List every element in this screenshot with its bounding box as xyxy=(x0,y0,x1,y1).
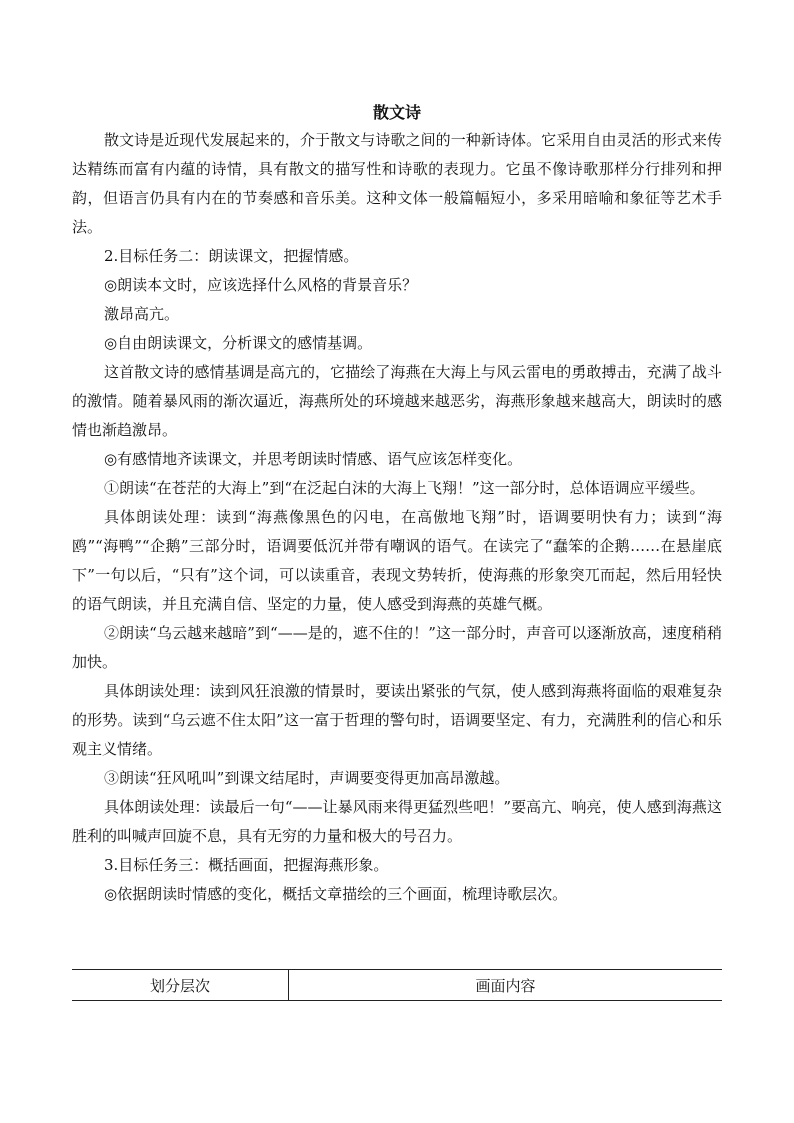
paragraph-answer-music: 激昂高亢。 xyxy=(104,305,180,323)
paragraph-prose-poem-definition: 散文诗是近现代发展起来的，介于散文与诗歌之间的一种新诗体。它采用自由灵活的形式来传达精练而富有内蕴的诗情，具有散文的描写性和诗歌的表现力。它虽不像诗歌那样分行排列和押韵，但语言仍具有内在的节奏感和音乐美。这种文体一般篇幅短小，多采用暗喻和象征等艺术手法。 xyxy=(72,131,722,236)
table-header-layers: 划分层次 xyxy=(72,970,289,1001)
paragraph-reading-part-three-detail: 具体朗读处理：读最后一句“——让暴风雨来得更猛烈些吧！”要高亢、响亮，使人感到海燕这胜利的叫喊声回旋不息，具有无穷的力量和极大的号召力。 xyxy=(72,798,722,845)
paragraph-reading-part-two-detail: 具体朗读处理：读到风狂浪激的情景时，要读出紧张的气氛，使人感到海燕将面临的艰难复杂的形势。读到“乌云遮不住太阳”这一富于哲理的警句时，语调要坚定、有力，充满胜利的信心和乐观主义情绪。 xyxy=(72,682,722,758)
paragraph-reading-part-two: ②朗读“乌云越来越暗”到“——是的，遮不住的！”这一部分时，声音可以逐渐放高，速度稍稍加快。 xyxy=(72,624,722,671)
paragraph-task-two-heading: 2.目标任务二：朗读课文，把握情感。 xyxy=(104,247,359,265)
paragraph-question-music: ◎朗读本文时，应该选择什么风格的背景音乐？ xyxy=(104,276,418,294)
paragraph-reading-part-three: ③朗读“狂风吼叫”到课文结尾时，声调要变得更加高昂激越。 xyxy=(104,769,510,787)
table-header-scene-content: 画面内容 xyxy=(289,970,723,1001)
document-title: 散文诗 xyxy=(372,103,421,122)
document-body xyxy=(72,100,722,909)
paragraph-question-tone: ◎自由朗读课文，分析课文的感情基调。 xyxy=(104,334,373,352)
paragraph-reading-part-one: ①朗读“在苍茫的大海上”到“在泛起白沫的大海上飞翔！”这一部分时，总体语调应平缓些。 xyxy=(104,479,705,497)
paragraph-task-three-heading: 3.目标任务三：概括画面，把握海燕形象。 xyxy=(104,856,389,874)
paragraph-question-scenes: ◎依据朗读时情感的变化，概括文章描绘的三个画面，梳理诗歌层次。 xyxy=(104,885,568,903)
paragraph-question-reading: ◎有感情地齐读课文，并思考朗读时情感、语气应该怎样变化。 xyxy=(104,450,523,468)
paragraph-reading-part-one-detail: 具体朗读处理：读到“海燕像黑色的闪电，在高傲地飞翔”时，语调要明快有力；读到“海鸥”“海鸭”“企鹅”三部分时，语调要低沉并带有嘲讽的语气。在读完了“蠢笨的企鹅……在悬崖底下”一句以后，“只有”这个词，可以读重音，表现文势转折，使海燕的形象突兀而起，然后用轻快的语气朗读，并且充满自信、坚定的力量，使人感受到海燕的英雄气概。 xyxy=(72,508,722,613)
layers-table xyxy=(72,969,722,1001)
table-header-row xyxy=(72,970,722,1001)
paragraph-answer-tone: 这首散文诗的感情基调是高亢的，它描绘了海燕在大海上与风云雷电的勇敢搏击，充满了战斗的激情。随着暴风雨的渐次逼近，海燕所处的环境越来越恶劣，海燕形象越来越高大，朗读时的感情也渐趋激昂。 xyxy=(72,363,722,439)
